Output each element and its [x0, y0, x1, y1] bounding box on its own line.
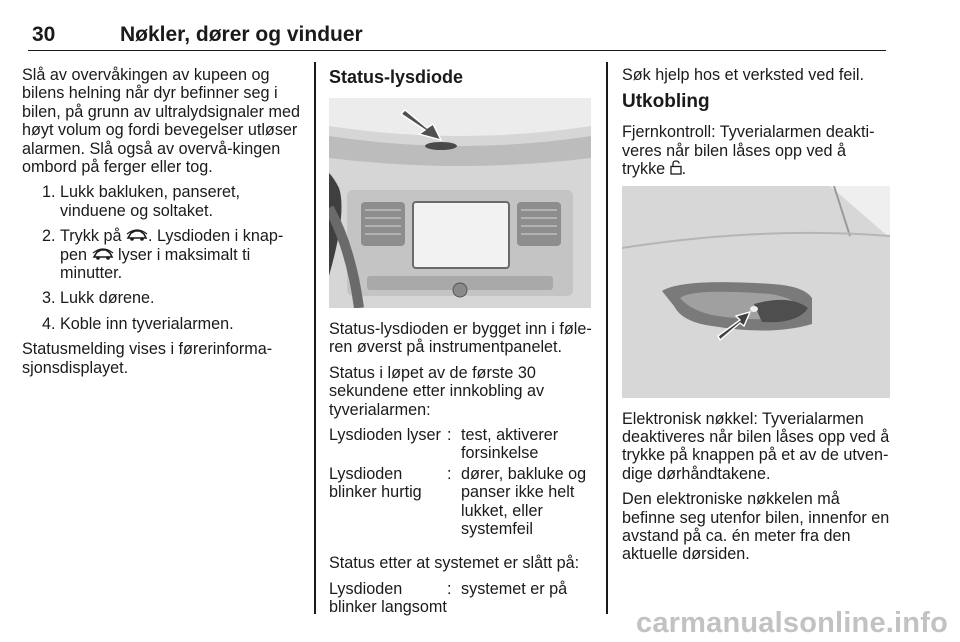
- after-status-table: Lysdioden blinker langsomt : systemet er på: [329, 580, 595, 619]
- door-handle-illustration: [622, 186, 890, 398]
- section-heading: Status-lysdiode: [329, 67, 464, 87]
- status-desc: test, aktiverer forsinkelse: [461, 426, 559, 463]
- unlock-icon: [670, 160, 682, 175]
- figure-caption: Status-lysdioden er bygget inn i føle-ren øverst på instrumentpanelet.: [329, 320, 592, 357]
- key-range-paragraph: Den elektroniske nøkkelen må befinne seg utenfor bilen, innenfor en avstand på ca. én meter fra den aktuelle dørsiden.: [622, 490, 890, 564]
- steps-list: [22, 183, 304, 333]
- page-header: [28, 10, 886, 51]
- remote-paragraph: Fjernkontroll: Tyverialarmen deakti-veres når bilen låses opp ved å trykke .: [622, 123, 875, 179]
- fault-text: Søk hjelp hos et verksted ved feil.: [622, 66, 865, 84]
- status-term: Lysdioden blinker hurtig: [329, 464, 422, 502]
- page-number: 30: [32, 23, 56, 46]
- list-item: 3. Lukk dørene.: [42, 289, 155, 308]
- after-intro: Status etter at systemet er slått på:: [329, 554, 580, 573]
- list-item: 2. Trykk på . Lysdioden i knap-pen lyser i maksimalt ti minutter.: [42, 227, 284, 283]
- list-item: 4. Koble inn tyverialarmen.: [42, 314, 234, 333]
- status-desc: dører, bakluke og panser ikke helt lukket, eller systemfeil: [461, 464, 587, 539]
- status-intro: Status i løpet av de første 30 sekundene etter innkobling av tyverialarmen:: [329, 363, 545, 419]
- list-item: 1. Lukk bakluken, panseret, vinduene og soltaket.: [42, 183, 240, 220]
- status-term: Lysdioden blinker langsomt: [329, 579, 447, 617]
- section-heading: Utkobling: [622, 91, 710, 113]
- car-alarm-icon: [92, 247, 114, 261]
- watermark: carmanualsonline.info: [636, 607, 948, 639]
- dashboard-illustration: [329, 98, 591, 308]
- column-3: [622, 66, 890, 571]
- column-2: [329, 66, 595, 633]
- status-term: Lysdioden lyser: [329, 426, 441, 445]
- column-divider-right: [606, 62, 608, 614]
- column-divider-left: [314, 62, 316, 614]
- car-alarm-icon: [126, 228, 148, 242]
- intro-paragraph: Slå av overvåkingen av kupeen og bilens helning når dyr befinner seg i bilen, på grunn av ultralydsignaler med høyt volum og fordi bevegelser utløser alarmen. Slå også av overvå-kingen ombord på ferger eller tog.: [22, 66, 301, 177]
- column-1: [22, 66, 304, 384]
- key-paragraph: Elektronisk nøkkel: Tyverialarmen deaktiveres når bilen låses opp ved å trykke på knappen på et av de utven-dige dørhåndtakene.: [622, 409, 890, 483]
- outro-paragraph: Statusmelding vises i førerinforma-sjonsdisplayet.: [22, 340, 273, 377]
- chapter-title: Nøkler, dører og vinduer: [120, 23, 363, 46]
- status-table: Lysdioden lyser : test, aktiverer forsinkelse Lysdioden blinker hurtig : dører, bakluke og panser ikke helt lukket, eller systemfeil: [329, 426, 595, 540]
- status-desc: systemet er på: [461, 579, 568, 598]
